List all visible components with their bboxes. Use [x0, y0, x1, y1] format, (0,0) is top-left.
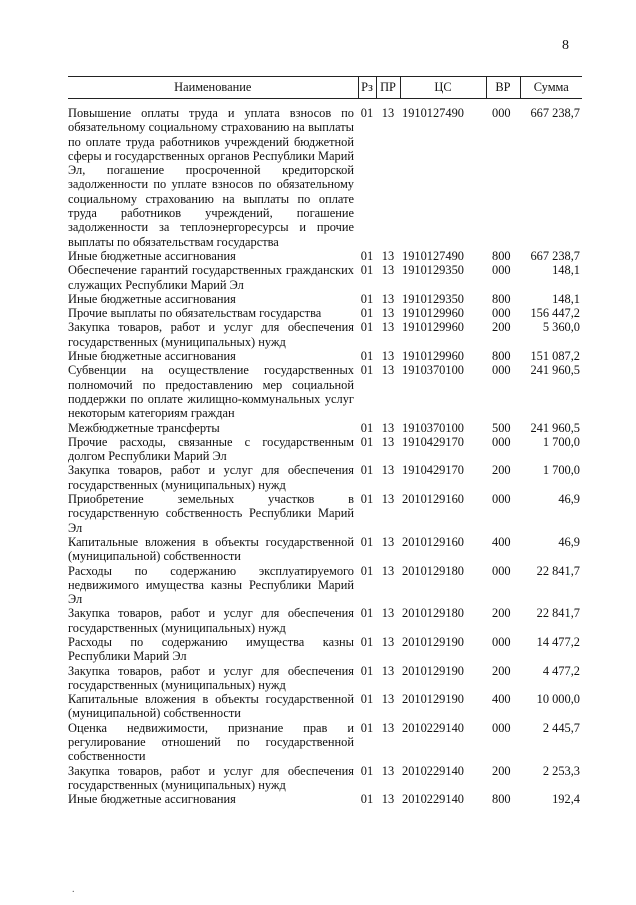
cell-pr: 13	[381, 420, 395, 435]
cell-cs: 1910129350	[402, 291, 464, 306]
cell-sum: 151 087,2	[530, 349, 580, 364]
table-body	[68, 99, 582, 807]
table-row	[68, 363, 582, 420]
cell-cs: 2010229140	[402, 763, 464, 778]
cell-cs: 1910370100	[402, 363, 464, 378]
cell-name: Повышение оплаты труда и уплата взносов по обязательному социальному страхованию на выплаты по оплате труда работников учреждений бюджетной сферы и государственных органов Республики Марий Эл, погашение просроченной кредиторской задолженности по уплате взносов по обязательному социальному страхованию на выплаты по оплате труда работников учреждений, погашение задолженности за теплоэнергоресурсы и прочие выплаты по обязательствам государства	[68, 106, 354, 249]
column-header-vr: ВР	[486, 77, 520, 99]
table-row	[68, 421, 582, 435]
cell-cs: 2010229140	[402, 792, 464, 807]
cell-sum: 22 841,7	[536, 563, 580, 578]
cell-rz: 01	[360, 106, 374, 120]
cell-name: Субвенции на осуществление государственных полномочий по предоставлению мер социальной поддержки по оплате жилищно-коммунальных услуг некоторым категориям граждан	[68, 363, 354, 421]
cell-vr: 800	[492, 792, 511, 807]
cell-name: Закупка товаров, работ и услуг для обеспечения государственных (муниципальных) нужд	[68, 606, 354, 635]
cell-cs: 1910429170	[402, 434, 464, 449]
cell-vr: 200	[492, 463, 511, 478]
cell-pr: 13	[381, 363, 395, 378]
cell-vr: 000	[492, 263, 511, 278]
cell-name: Межбюджетные трансферты	[68, 420, 220, 435]
cell-vr: 200	[492, 763, 511, 778]
table-row	[68, 349, 582, 363]
cell-sum: 241 960,5	[530, 363, 580, 378]
cell-pr: 13	[381, 349, 395, 364]
cell-rz: 01	[360, 534, 374, 549]
cell-name: Обеспечение гарантий государственных гражданских служащих Республики Марий Эл	[68, 263, 354, 292]
cell-sum: 4 477,2	[542, 663, 580, 678]
cell-sum: 192,4	[552, 792, 580, 807]
cell-sum: 22 841,7	[536, 606, 580, 621]
cell-pr: 13	[381, 434, 395, 449]
cell-pr: 13	[381, 263, 395, 278]
cell-vr: 000	[492, 634, 511, 649]
cell-sum: 156 447,2	[530, 306, 580, 321]
cell-cs: 1910129960	[402, 306, 464, 321]
cell-name: Закупка товаров, работ и услуг для обеспечения государственных (муниципальных) нужд	[68, 463, 354, 492]
cell-rz: 01	[360, 349, 374, 364]
cell-vr: 400	[492, 692, 511, 707]
cell-name: Расходы по содержанию эксплуатируемого недвижимого имущества казны Республики Марий Эл	[68, 563, 354, 607]
cell-rz: 01	[360, 363, 374, 378]
cell-vr: 000	[492, 434, 511, 449]
cell-name: Иные бюджетные ассигнования	[68, 291, 236, 306]
table-row	[68, 692, 582, 721]
cell-pr: 13	[381, 563, 395, 578]
cell-rz: 01	[360, 720, 374, 735]
table-row	[68, 606, 582, 635]
cell-vr: 000	[492, 306, 511, 321]
table-header	[68, 77, 582, 99]
cell-rz: 01	[360, 763, 374, 778]
cell-cs: 1910129960	[402, 320, 464, 335]
cell-pr: 13	[381, 692, 395, 707]
cell-name: Закупка товаров, работ и услуг для обеспечения государственных (муниципальных) нужд	[68, 663, 354, 692]
cell-cs: 1910429170	[402, 463, 464, 478]
table-row	[68, 99, 582, 249]
cell-rz: 01	[360, 563, 374, 578]
cell-vr: 000	[492, 492, 511, 507]
cell-rz: 01	[360, 420, 374, 435]
table-row	[68, 764, 582, 793]
cell-rz: 01	[360, 692, 374, 707]
cell-vr: 800	[492, 291, 511, 306]
cell-name: Капитальные вложения в объекты государственной (муниципальной) собственности	[68, 534, 354, 564]
cell-cs: 1910370100	[402, 420, 464, 435]
cell-pr: 13	[381, 463, 395, 478]
cell-pr: 13	[381, 320, 395, 335]
cell-cs: 2010129180	[402, 563, 464, 578]
cell-sum: 667 238,7	[530, 106, 580, 120]
cell-pr: 13	[381, 306, 395, 321]
cell-name: Расходы по содержанию имущества казны Республики Марий Эл	[68, 634, 354, 664]
cell-sum: 1 700,0	[542, 434, 580, 449]
budget-table	[68, 76, 582, 807]
cell-pr: 13	[381, 534, 395, 549]
cell-name: Капитальные вложения в объекты государственной (муниципальной) собственности	[68, 692, 354, 721]
cell-name: Иные бюджетные ассигнования	[68, 792, 236, 807]
cell-cs: 2010129190	[402, 663, 464, 678]
table-row	[68, 564, 582, 607]
cell-sum: 1 700,0	[542, 463, 580, 478]
cell-vr: 200	[492, 320, 511, 335]
table-row	[68, 292, 582, 306]
cell-rz: 01	[360, 263, 374, 278]
cell-pr: 13	[381, 248, 395, 263]
cell-vr: 200	[492, 663, 511, 678]
cell-rz: 01	[360, 434, 374, 449]
cell-pr: 13	[381, 720, 395, 735]
cell-name: Прочие расходы, связанные с государственным долгом Республики Марий Эл	[68, 434, 354, 464]
cell-sum: 148,1	[552, 263, 580, 278]
cell-rz: 01	[360, 792, 374, 807]
cell-vr: 200	[492, 606, 511, 621]
cell-pr: 13	[381, 492, 395, 507]
cell-vr: 000	[492, 563, 511, 578]
cell-rz: 01	[360, 306, 374, 321]
cell-rz: 01	[360, 606, 374, 621]
cell-sum: 241 960,5	[530, 420, 580, 435]
column-header-name: Наименование	[68, 77, 358, 99]
cell-name: Приобретение земельных участков в государственную собственность Республики Марий Эл	[68, 492, 354, 535]
cell-vr: 000	[492, 720, 511, 735]
cell-vr: 800	[492, 248, 511, 263]
table-row	[68, 535, 582, 564]
cell-sum: 667 238,7	[530, 248, 580, 263]
cell-rz: 01	[360, 463, 374, 478]
column-header-pr: ПР	[376, 77, 400, 99]
cell-cs: 1910127490	[402, 248, 464, 263]
header-row	[68, 77, 582, 99]
cell-vr: 500	[492, 420, 511, 435]
cell-cs: 1910127490	[402, 106, 464, 120]
cell-rz: 01	[360, 320, 374, 335]
cell-vr: 400	[492, 534, 511, 549]
table-row	[68, 263, 582, 292]
cell-sum: 5 360,0	[542, 320, 580, 335]
table-row	[68, 435, 582, 464]
cell-name: Прочие выплаты по обязательствам государства	[68, 306, 322, 321]
cell-rz: 01	[360, 663, 374, 678]
cell-name: Закупка товаров, работ и услуг для обеспечения государственных (муниципальных) нужд	[68, 320, 354, 349]
cell-rz: 01	[360, 634, 374, 649]
cell-cs: 1910129350	[402, 263, 464, 278]
cell-cs: 1910129960	[402, 349, 464, 364]
cell-sum: 10 000,0	[536, 692, 580, 707]
cell-vr: 800	[492, 349, 511, 364]
table-row	[68, 306, 582, 320]
table-row	[68, 320, 582, 349]
page-number: 8	[562, 38, 569, 53]
cell-pr: 13	[381, 663, 395, 678]
table-row	[68, 463, 582, 492]
cell-name: Иные бюджетные ассигнования	[68, 248, 236, 263]
cell-cs: 2010229140	[402, 720, 464, 735]
cell-pr: 13	[381, 792, 395, 807]
column-header-rz: Рз	[358, 77, 376, 99]
table-row	[68, 792, 582, 806]
cell-sum: 2 253,3	[542, 763, 580, 778]
cell-cs: 2010129160	[402, 492, 464, 507]
cell-pr: 13	[381, 291, 395, 306]
cell-name: Закупка товаров, работ и услуг для обеспечения государственных (муниципальных) нужд	[68, 763, 354, 792]
table-row	[68, 635, 582, 664]
cell-name: Оценка недвижимости, признание прав и регулирование отношений по государственной собственности	[68, 720, 354, 764]
cell-pr: 13	[381, 106, 395, 120]
cell-sum: 46,9	[558, 492, 580, 507]
cell-cs: 2010129190	[402, 692, 464, 707]
column-header-sum: Сумма	[520, 77, 582, 99]
cell-cs: 2010129160	[402, 534, 464, 549]
cell-pr: 13	[381, 634, 395, 649]
cell-vr: 000	[492, 106, 511, 120]
table-row	[68, 249, 582, 263]
column-header-cs: ЦС	[400, 77, 486, 99]
cell-sum: 148,1	[552, 291, 580, 306]
cell-rz: 01	[360, 248, 374, 263]
cell-name: Иные бюджетные ассигнования	[68, 349, 236, 364]
cell-cs: 2010129190	[402, 634, 464, 649]
table-row	[68, 721, 582, 764]
cell-cs: 2010129180	[402, 606, 464, 621]
cell-pr: 13	[381, 763, 395, 778]
table-row	[68, 492, 582, 535]
cell-sum: 2 445,7	[542, 720, 580, 735]
cell-vr: 000	[492, 363, 511, 378]
table-row	[68, 664, 582, 693]
footer-mark: .	[72, 884, 75, 895]
cell-sum: 46,9	[558, 534, 580, 549]
cell-rz: 01	[360, 492, 374, 507]
cell-rz: 01	[360, 291, 374, 306]
cell-sum: 14 477,2	[536, 634, 580, 649]
cell-pr: 13	[381, 606, 395, 621]
